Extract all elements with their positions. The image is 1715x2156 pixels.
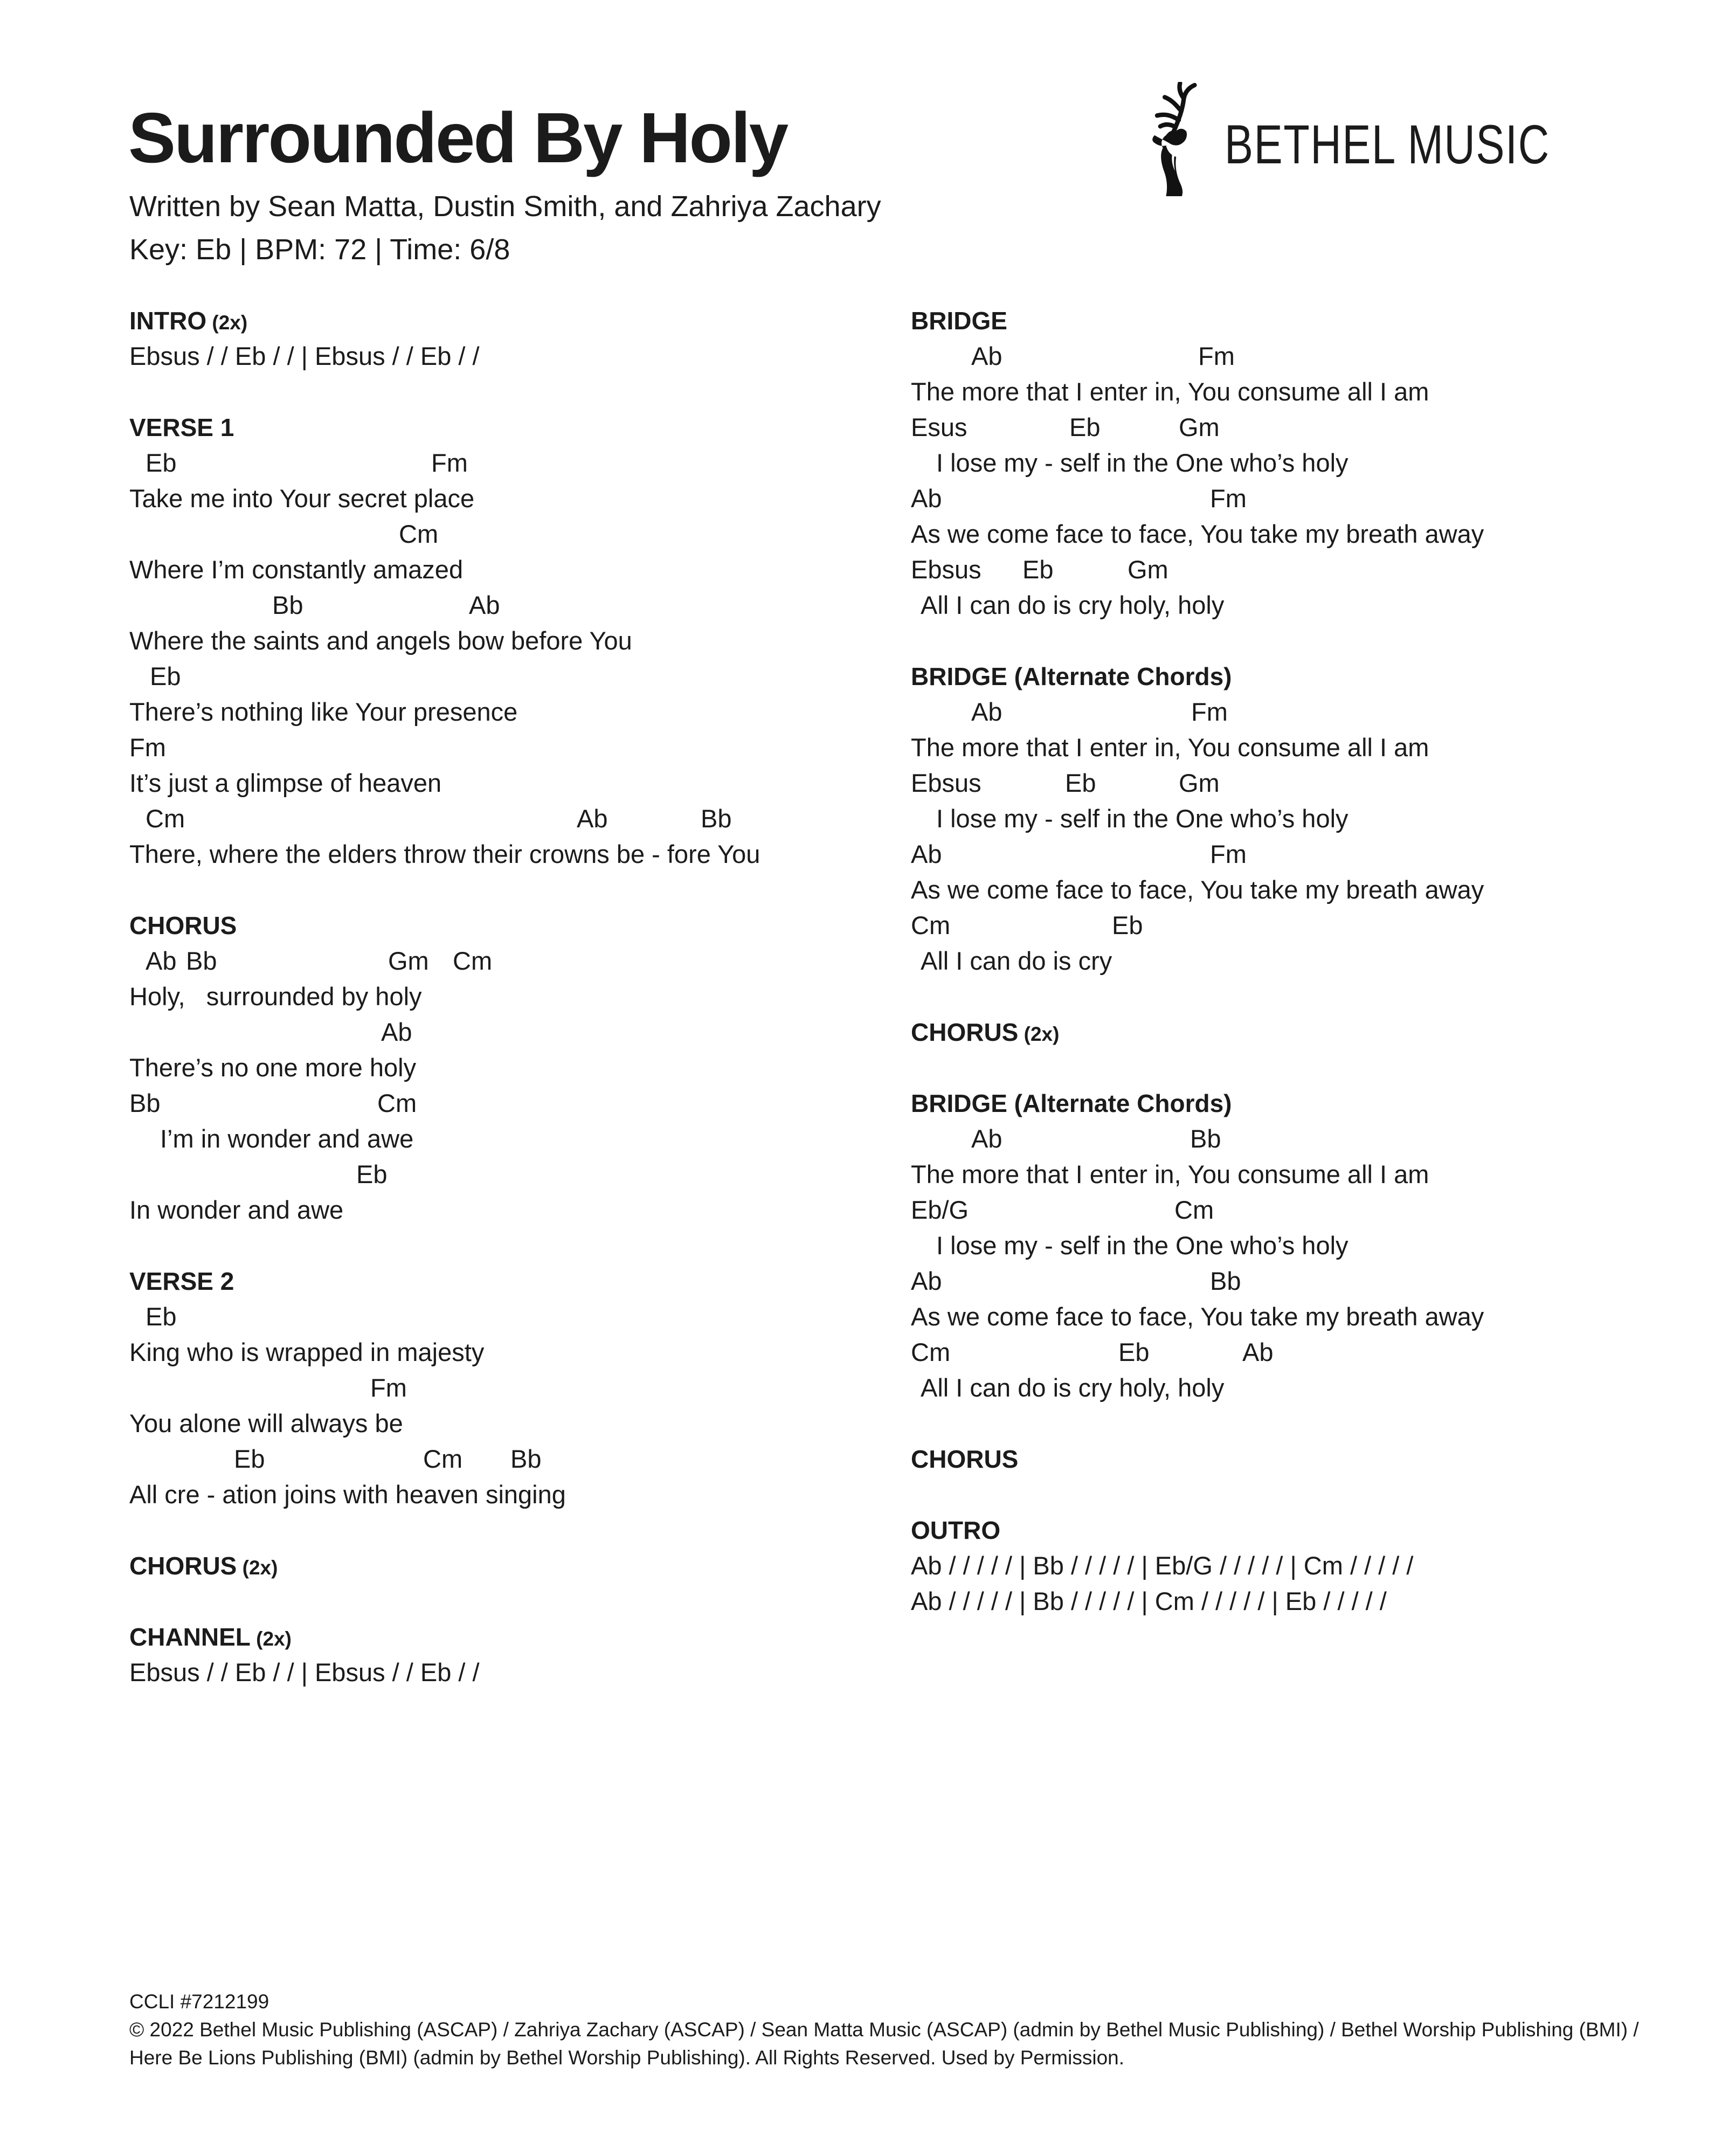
page-title: Surrounded By Holy bbox=[128, 98, 787, 177]
song-section bbox=[911, 1515, 1709, 1621]
chord: Cm bbox=[1174, 1196, 1214, 1224]
line-text: As we come face to face, You take my breath away bbox=[911, 1302, 1484, 1331]
chord: Cm bbox=[911, 1338, 951, 1366]
chord: Ab bbox=[971, 697, 1002, 726]
chord: Esus bbox=[911, 413, 967, 441]
section-header bbox=[911, 1017, 1709, 1052]
chord: Gm bbox=[388, 946, 429, 975]
left-column bbox=[129, 305, 884, 1728]
chord: Cm bbox=[146, 804, 185, 833]
chord: Eb/G bbox=[911, 1196, 969, 1224]
line-text: I lose my - self in the One who’s holy bbox=[936, 448, 1349, 477]
chord-line bbox=[911, 341, 1709, 376]
section-header bbox=[129, 1550, 884, 1586]
lyric-line bbox=[911, 945, 1709, 981]
line-text: Ebsus / / Eb / / | Ebsus / / Eb / / bbox=[129, 342, 480, 370]
chord-line bbox=[911, 554, 1709, 590]
lyric-line bbox=[911, 447, 1709, 483]
line-text: All I can do is cry holy, holy bbox=[921, 591, 1225, 619]
line-text: You alone will always be bbox=[129, 1409, 403, 1438]
chord: Cm bbox=[399, 520, 439, 548]
line-text: Take me into Your secret place bbox=[129, 484, 475, 513]
chord-line bbox=[911, 412, 1709, 447]
chord-line bbox=[129, 1443, 884, 1479]
chord: Fm bbox=[1191, 697, 1228, 726]
chord-line bbox=[129, 1017, 884, 1052]
lyric-line bbox=[129, 981, 884, 1017]
section-header bbox=[129, 1621, 884, 1657]
chord: Eb bbox=[150, 662, 181, 690]
lyric-line bbox=[911, 590, 1709, 625]
lyric-line bbox=[129, 1408, 884, 1443]
line-text: I’m in wonder and awe bbox=[160, 1124, 414, 1153]
chord: Fm bbox=[129, 733, 166, 762]
line-text: Holy, surrounded by holy bbox=[129, 982, 422, 1011]
lyric-line bbox=[911, 1372, 1709, 1408]
song-section bbox=[911, 1443, 1709, 1479]
chord-line bbox=[911, 1194, 1709, 1230]
section-repeat-suffix: (2x) bbox=[237, 1557, 278, 1579]
chord-progression-line bbox=[911, 1586, 1709, 1621]
chord: Gm bbox=[1128, 555, 1168, 584]
section-header bbox=[911, 661, 1709, 696]
chord: Eb bbox=[146, 448, 177, 477]
chord-line bbox=[911, 483, 1709, 519]
chord-line bbox=[911, 768, 1709, 803]
chord: Bb bbox=[129, 1089, 161, 1117]
chord-line bbox=[129, 732, 884, 768]
section-label: CHORUS bbox=[911, 1018, 1019, 1046]
ccli-number: CCLI #7212199 bbox=[129, 1991, 269, 2013]
chord: Cm bbox=[453, 946, 493, 975]
lyric-line bbox=[129, 1479, 884, 1515]
lyric-line bbox=[129, 1194, 884, 1230]
line-text: Where I’m constantly amazed bbox=[129, 555, 464, 584]
line-text: There’s nothing like Your presence bbox=[129, 697, 518, 726]
section-repeat-suffix: (2x) bbox=[1018, 1023, 1060, 1045]
chord: Bb bbox=[510, 1445, 542, 1473]
copyright-line-1: © 2022 Bethel Music Publishing (ASCAP) / Zahriya Zachary (ASCAP) / Sean Matta Music (ASCAP) (admin by Bethel Music Publishing) / Bethel Worship Publishing (BMI) / bbox=[129, 2019, 1639, 2041]
lyric-line bbox=[911, 732, 1709, 768]
lyric-line bbox=[129, 625, 884, 661]
chord: Cm bbox=[911, 911, 951, 939]
chord: Eb bbox=[1065, 769, 1096, 797]
section-repeat-suffix: (2x) bbox=[250, 1628, 292, 1650]
lyric-line bbox=[911, 1230, 1709, 1266]
chord: Ab bbox=[469, 591, 500, 619]
song-section bbox=[129, 1621, 884, 1692]
chord-line bbox=[911, 839, 1709, 874]
line-text: In wonder and awe bbox=[129, 1196, 344, 1224]
chord-line bbox=[911, 1266, 1709, 1301]
song-section bbox=[911, 1017, 1709, 1052]
section-header bbox=[129, 412, 884, 447]
chord: Eb bbox=[146, 1302, 177, 1331]
chord: Fm bbox=[1198, 342, 1235, 370]
copyright-line-2: Here Be Lions Publishing (BMI) (admin by Bethel Worship Publishing). All Rights Reserved. Used by Permission. bbox=[129, 2047, 1125, 2069]
line-text: I lose my - self in the One who’s holy bbox=[936, 804, 1349, 833]
chord: Eb bbox=[1112, 911, 1143, 939]
song-section bbox=[129, 305, 884, 376]
lyric-line bbox=[129, 554, 884, 590]
key-bpm-time-line: Key: Eb | BPM: 72 | Time: 6/8 bbox=[129, 233, 510, 266]
chord-line bbox=[911, 1337, 1709, 1372]
section-header bbox=[911, 1515, 1709, 1550]
section-header bbox=[129, 910, 884, 945]
chord-line bbox=[129, 1301, 884, 1337]
section-label: BRIDGE (Alternate Chords) bbox=[911, 662, 1232, 690]
lyric-line bbox=[129, 1337, 884, 1372]
section-label: OUTRO bbox=[911, 1516, 1001, 1544]
chord: Ab bbox=[911, 840, 942, 868]
chord: Eb bbox=[1118, 1338, 1150, 1366]
section-label: CHORUS bbox=[911, 1445, 1019, 1473]
lyric-line bbox=[129, 1123, 884, 1159]
right-column bbox=[911, 305, 1709, 1657]
line-text: I lose my - self in the One who’s holy bbox=[936, 1231, 1349, 1260]
section-header bbox=[129, 305, 884, 341]
lyric-line bbox=[911, 1301, 1709, 1337]
chord: Bb bbox=[701, 804, 732, 833]
chord: Fm bbox=[370, 1373, 407, 1402]
section-label: BRIDGE bbox=[911, 307, 1007, 335]
line-text: Ebsus / / Eb / / | Ebsus / / Eb / / bbox=[129, 1658, 480, 1687]
song-section bbox=[129, 1550, 884, 1586]
footer bbox=[129, 1988, 1639, 2072]
chord-progression-line bbox=[129, 341, 884, 376]
chord-line bbox=[129, 803, 884, 839]
song-section bbox=[129, 412, 884, 874]
line-text: King who is wrapped in majesty bbox=[129, 1338, 485, 1366]
chord: Gm bbox=[1179, 413, 1220, 441]
chord: Fm bbox=[1210, 840, 1247, 868]
chord: Bb bbox=[272, 591, 303, 619]
chord: Bb bbox=[1210, 1267, 1241, 1295]
section-label: CHANNEL bbox=[129, 1623, 251, 1651]
lyric-line bbox=[129, 696, 884, 732]
section-header bbox=[911, 1443, 1709, 1479]
chord: Ab bbox=[146, 946, 177, 975]
line-text: It’s just a glimpse of heaven bbox=[129, 769, 442, 797]
writers-line: Written by Sean Matta, Dustin Smith, and Zahriya Zachary bbox=[129, 190, 881, 223]
section-header bbox=[911, 305, 1709, 341]
chord-progression-line bbox=[129, 1657, 884, 1692]
section-label: BRIDGE (Alternate Chords) bbox=[911, 1089, 1232, 1117]
song-section bbox=[911, 661, 1709, 981]
chord: Eb bbox=[234, 1445, 265, 1473]
chord-line bbox=[129, 590, 884, 625]
section-label: INTRO bbox=[129, 307, 207, 335]
line-text: As we come face to face, You take my breath away bbox=[911, 520, 1484, 548]
chord-line bbox=[129, 519, 884, 554]
chord: Cm bbox=[423, 1445, 463, 1473]
chord-line bbox=[911, 910, 1709, 945]
line-text: All cre - ation joins with heaven singing bbox=[129, 1480, 566, 1509]
section-label: CHORUS bbox=[129, 911, 237, 939]
chord: Eb bbox=[356, 1160, 388, 1188]
chord: Fm bbox=[431, 448, 468, 477]
line-text: The more that I enter in, You consume all I am bbox=[911, 733, 1429, 762]
line-text: There’s no one more holy bbox=[129, 1053, 417, 1082]
chord-line bbox=[129, 447, 884, 483]
chord-line bbox=[129, 1088, 884, 1123]
chord-line bbox=[129, 945, 884, 981]
song-section bbox=[911, 305, 1709, 625]
section-header bbox=[129, 1266, 884, 1301]
chord: Bb bbox=[1190, 1124, 1221, 1153]
lyric-line bbox=[911, 803, 1709, 839]
section-label: VERSE 1 bbox=[129, 413, 234, 441]
lyric-line bbox=[129, 1052, 884, 1088]
lyric-line bbox=[129, 839, 884, 874]
line-text: The more that I enter in, You consume all I am bbox=[911, 1160, 1429, 1188]
stag-deer-head-icon bbox=[1147, 82, 1211, 196]
line-text: Where the saints and angels bow before You bbox=[129, 626, 632, 655]
chord-line bbox=[129, 1159, 884, 1194]
brand-name: BETHEL MUSIC bbox=[1225, 114, 1550, 175]
chord: Ab bbox=[911, 484, 942, 513]
line-text: All I can do is cry bbox=[921, 946, 1112, 975]
chord-progression-line bbox=[911, 1550, 1709, 1586]
line-text: The more that I enter in, You consume all I am bbox=[911, 377, 1429, 406]
chord-line bbox=[911, 696, 1709, 732]
line-text: Ab / / / / / | Bb / / / / / | Eb/G / / / / / | Cm / / / / / bbox=[911, 1551, 1414, 1580]
chord-line bbox=[911, 1123, 1709, 1159]
chord: Eb bbox=[1069, 413, 1101, 441]
chord: Ab bbox=[577, 804, 608, 833]
chord: Ab bbox=[911, 1267, 942, 1295]
lyric-line bbox=[129, 768, 884, 803]
chord: Bb bbox=[186, 946, 217, 975]
lyric-line bbox=[911, 376, 1709, 412]
chord-line bbox=[129, 1372, 884, 1408]
song-section bbox=[129, 910, 884, 1230]
section-label: CHORUS bbox=[129, 1552, 237, 1580]
chord-line bbox=[129, 661, 884, 696]
lyric-line bbox=[129, 483, 884, 519]
chord: Ab bbox=[1242, 1338, 1274, 1366]
chord: Ab bbox=[971, 1124, 1002, 1153]
line-text: All I can do is cry holy, holy bbox=[921, 1373, 1225, 1402]
chord: Ebsus bbox=[911, 555, 981, 584]
chord: Cm bbox=[377, 1089, 417, 1117]
song-section bbox=[911, 1088, 1709, 1408]
chord: Gm bbox=[1179, 769, 1220, 797]
chord: Ebsus bbox=[911, 769, 981, 797]
lyric-line bbox=[911, 1159, 1709, 1194]
line-text: There, where the elders throw their crowns be - fore You bbox=[129, 840, 760, 868]
line-text: Ab / / / / / | Bb / / / / / | Cm / / / / / | Eb / / / / / bbox=[911, 1587, 1387, 1615]
bethel-music-logo bbox=[1147, 82, 1642, 196]
section-repeat-suffix: (2x) bbox=[206, 312, 248, 334]
chord: Ab bbox=[971, 342, 1002, 370]
line-text: As we come face to face, You take my breath away bbox=[911, 875, 1484, 904]
song-section bbox=[129, 1266, 884, 1515]
chord: Ab bbox=[381, 1018, 412, 1046]
chord: Fm bbox=[1210, 484, 1247, 513]
lyric-line bbox=[911, 519, 1709, 554]
lyric-line bbox=[911, 874, 1709, 910]
chord: Eb bbox=[1022, 555, 1054, 584]
section-label: VERSE 2 bbox=[129, 1267, 234, 1295]
section-header bbox=[911, 1088, 1709, 1123]
